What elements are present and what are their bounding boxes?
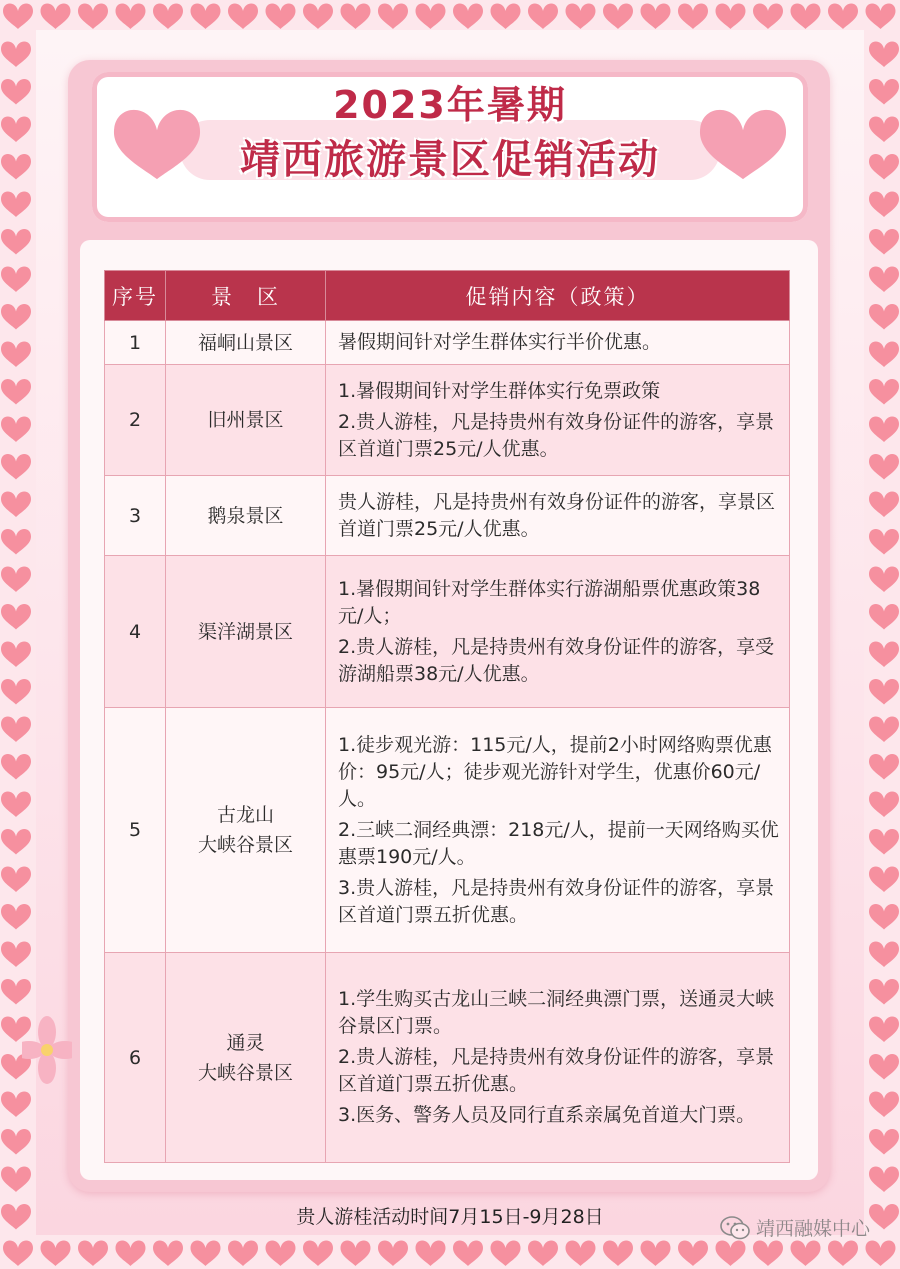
page-title: 靖西旅游景区促销活动 [240, 137, 660, 183]
border-heart-icon [1, 229, 31, 255]
promotion-item: 2.贵人游桂，凡是持贵州有效身份证件的游客，享景区首道门票五折优惠。 [338, 1046, 775, 1095]
border-heart-icon [566, 1241, 596, 1267]
promotion-content [326, 953, 790, 1163]
border-heart-icon [828, 1241, 858, 1267]
border-heart-icon [1, 454, 31, 480]
border-heart-icon [1, 979, 31, 1005]
border-heart-icon [453, 1241, 483, 1267]
border-heart-icon [869, 867, 899, 893]
border-heart-icon [866, 1241, 896, 1267]
border-heart-icon [869, 604, 899, 630]
table-row [105, 953, 790, 1163]
border-heart-icon [78, 4, 108, 30]
border-heart-icon [869, 1054, 899, 1080]
border-heart-icon [869, 942, 899, 968]
border-heart-icon [603, 4, 633, 30]
promotion-item: 贵人游桂，凡是持贵州有效身份证件的游客，享景区首道门票25元/人优惠。 [338, 490, 776, 540]
border-heart-icon [869, 642, 899, 668]
border-heart-icon [869, 529, 899, 555]
border-heart-icon [641, 1241, 671, 1267]
promotion-content [326, 708, 790, 953]
border-heart-icon [266, 4, 296, 30]
border-heart-icon [1, 904, 31, 930]
border-heart-icon [1, 1129, 31, 1155]
border-heart-icon [791, 1241, 821, 1267]
border-heart-icon [528, 4, 558, 30]
border-heart-icon [869, 1167, 899, 1193]
border-heart-icon [566, 4, 596, 30]
border-heart-icon [869, 304, 899, 330]
border-heart-icon [678, 1241, 708, 1267]
border-heart-icon [828, 4, 858, 30]
table-row [105, 708, 790, 953]
border-heart-icon [1, 492, 31, 518]
border-heart-icon [3, 4, 33, 30]
border-heart-icon [416, 1241, 446, 1267]
flower-icon [22, 1010, 72, 1090]
border-heart-icon [1, 1167, 31, 1193]
row-number: 6 [105, 953, 166, 1163]
row-number: 5 [105, 708, 166, 953]
header-promotion: 促销内容（政策） [326, 271, 790, 321]
wechat-icon [720, 1216, 750, 1240]
border-heart-icon [378, 4, 408, 30]
scenic-name-line: 旧州景区 [207, 409, 284, 431]
scenic-name-line: 鹅泉景区 [207, 504, 284, 527]
border-heart-icon [866, 4, 896, 30]
border-heart-icon [341, 4, 371, 30]
scenic-name-line: 大峡谷景区 [197, 834, 293, 856]
border-heart-icon [869, 454, 899, 480]
promotion-item: 1.暑假期间针对学生群体实行游湖船票优惠政策38元/人； [338, 577, 761, 627]
border-heart-icon [869, 267, 899, 293]
border-heart-icon [41, 1241, 71, 1267]
border-heart-icon [869, 342, 899, 368]
activity-period-note: 贵人游桂活动时间7月15日-9月28日 [296, 1206, 604, 1228]
scenic-name [166, 556, 326, 708]
border-heart-icon [716, 4, 746, 30]
border-heart-icon [491, 4, 521, 30]
border-heart-icon [1, 604, 31, 630]
border-heart-icon [1, 529, 31, 555]
border-heart-icon [341, 1241, 371, 1267]
border-heart-icon [1, 867, 31, 893]
header-scenic-area: 景 区 [166, 271, 326, 321]
promotion-item: 3.贵人游桂，凡是持贵州有效身份证件的游客，享景区首道门票五折优惠。 [338, 876, 775, 926]
scenic-name-line: 渠洋湖景区 [197, 620, 293, 643]
promotion-item: 1.徒步观光游：115元/人，提前2小时网络购票优惠价：95元/人；徒步观光游针对学生，优惠价60元/人。 [338, 733, 772, 810]
border-heart-icon [869, 492, 899, 518]
promotion-item: 1.学生购买古龙山三峡二洞经典漂门票，送通灵大峡谷景区门票。 [338, 988, 775, 1037]
scenic-name-line: 通灵 [226, 1031, 265, 1054]
promotion-content [326, 556, 790, 708]
border-heart-icon [869, 754, 899, 780]
border-heart-icon [1, 379, 31, 405]
border-heart-icon [716, 1241, 746, 1267]
border-heart-icon [41, 4, 71, 30]
border-heart-icon [869, 42, 899, 68]
border-heart-icon [1, 567, 31, 593]
border-heart-icon [753, 1241, 783, 1267]
border-heart-icon [1, 1092, 31, 1118]
border-heart-icon [869, 679, 899, 705]
watermark-label: 靖西融媒中心 [755, 1218, 870, 1240]
border-heart-icon [3, 1241, 33, 1267]
border-heart-icon [869, 417, 899, 443]
border-heart-icon [1, 754, 31, 780]
border-heart-icon [869, 1017, 899, 1043]
border-heart-icon [191, 1241, 221, 1267]
border-heart-icon [869, 829, 899, 855]
promotion-content [326, 321, 790, 365]
border-heart-icon [303, 1241, 333, 1267]
header-serial: 序号 [105, 271, 166, 321]
border-heart-icon [153, 4, 183, 30]
border-heart-icon [869, 792, 899, 818]
border-heart-icon [1, 942, 31, 968]
row-number: 4 [105, 556, 166, 708]
border-heart-icon [78, 1241, 108, 1267]
table-header-row [105, 271, 790, 321]
border-heart-icon [116, 1241, 146, 1267]
border-heart-icon [869, 717, 899, 743]
border-heart-icon [528, 1241, 558, 1267]
scenic-name [166, 365, 326, 476]
table-row [105, 365, 790, 476]
border-heart-icon [869, 979, 899, 1005]
border-heart-icon [869, 904, 899, 930]
promotion-item: 2.三峡二洞经典漂：218元/人，提前一天网络购买优惠票190元/人。 [338, 818, 779, 868]
promotion-content [326, 365, 790, 476]
border-heart-icon [753, 4, 783, 30]
border-heart-icon [1, 417, 31, 443]
border-heart-icon [603, 1241, 633, 1267]
border-heart-icon [266, 1241, 296, 1267]
table-row [105, 476, 790, 556]
border-heart-icon [228, 1241, 258, 1267]
border-heart-icon [453, 4, 483, 30]
row-number: 2 [105, 365, 166, 476]
border-heart-icon [1, 829, 31, 855]
border-heart-icon [869, 229, 899, 255]
promotion-item: 2.贵人游桂，凡是持贵州有效身份证件的游客，享受游湖船票38元/人优惠。 [338, 635, 775, 685]
border-heart-icon [1, 304, 31, 330]
border-heart-icon [153, 1241, 183, 1267]
border-heart-icon [869, 1092, 899, 1118]
border-heart-icon [869, 1129, 899, 1155]
promotion-item: 3.医务、警务人员及同行直系亲属免首道大门票。 [338, 1104, 756, 1126]
scenic-name [166, 708, 326, 953]
border-heart-icon [869, 192, 899, 218]
page-title-year: 2023年暑期 [333, 83, 567, 127]
scenic-name-line: 福峒山景区 [197, 331, 293, 354]
border-heart-icon [1, 679, 31, 705]
border-heart-icon [641, 4, 671, 30]
border-heart-icon [1, 192, 31, 218]
border-heart-icon [1, 642, 31, 668]
promotion-item: 暑假期间针对学生群体实行半价优惠。 [338, 331, 662, 353]
border-heart-icon [491, 1241, 521, 1267]
border-heart-icon [1, 792, 31, 818]
border-heart-icon [1, 717, 31, 743]
watermark [720, 1214, 870, 1241]
scenic-name [166, 953, 326, 1163]
border-heart-icon [116, 4, 146, 30]
scenic-name-line: 大峡谷景区 [197, 1061, 293, 1084]
border-heart-icon [678, 4, 708, 30]
promotion-item: 2.贵人游桂，凡是持贵州有效身份证件的游客，享景区首道门票25元/人优惠。 [338, 410, 775, 460]
row-number: 3 [105, 476, 166, 556]
border-heart-icon [228, 4, 258, 30]
table-row [105, 556, 790, 708]
scenic-name-line: 古龙山 [216, 804, 274, 826]
row-number: 1 [105, 321, 166, 365]
promotion-table [104, 270, 790, 1163]
border-heart-icon [869, 379, 899, 405]
promotion-content [326, 476, 790, 556]
border-heart-icon [416, 4, 446, 30]
border-heart-icon [378, 1241, 408, 1267]
border-heart-icon [303, 4, 333, 30]
border-heart-icon [791, 4, 821, 30]
border-heart-icon [1, 267, 31, 293]
promotion-item: 1.暑假期间针对学生群体实行免票政策 [338, 379, 661, 402]
scenic-name [166, 476, 326, 556]
border-heart-icon [869, 567, 899, 593]
scenic-name [166, 321, 326, 365]
table-row [105, 321, 790, 365]
border-heart-icon [191, 4, 221, 30]
border-heart-icon [1, 342, 31, 368]
border-heart-icon [1, 42, 31, 68]
